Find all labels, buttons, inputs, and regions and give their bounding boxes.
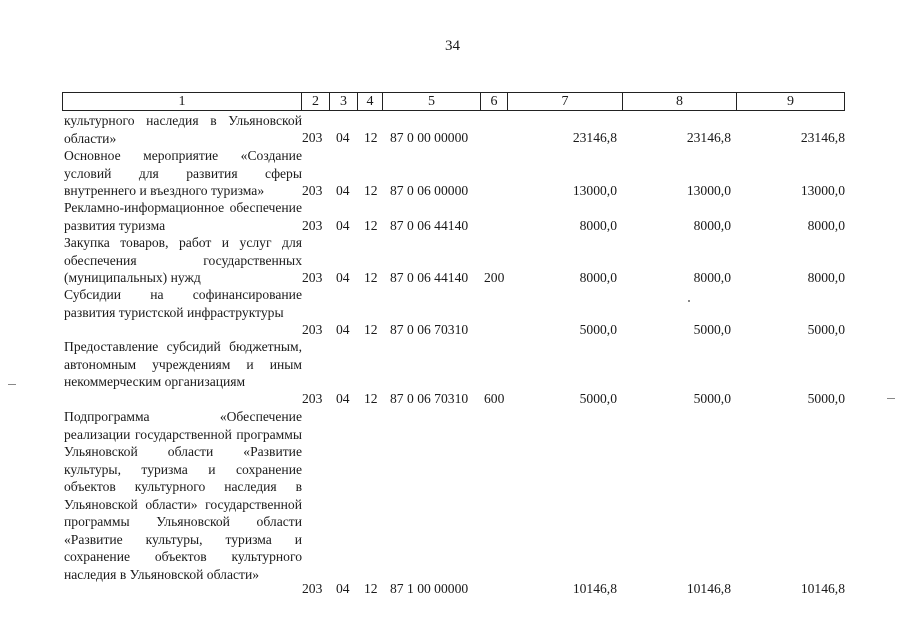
table-cell-col9: 10146,8 bbox=[800, 581, 845, 596]
table-cell-col2: 203 bbox=[302, 130, 323, 145]
header-col-4: 4 bbox=[357, 93, 382, 110]
table-cell-col7: 23146,8 bbox=[572, 130, 617, 145]
table-cell-col2: 203 bbox=[302, 391, 323, 406]
table-cell-col9: 8000,0 bbox=[807, 218, 845, 233]
table-cell-col6: 200 bbox=[484, 270, 505, 285]
table-cell-col2: 203 bbox=[302, 581, 323, 596]
header-col-2: 2 bbox=[301, 93, 329, 110]
table-cell-col7: 8000,0 bbox=[579, 218, 617, 233]
header-col-3: 3 bbox=[329, 93, 357, 110]
table-cell-col9: 13000,0 bbox=[800, 183, 845, 198]
table-cell-col5: 87 0 06 70310 bbox=[390, 322, 469, 337]
table-cell-col7: 5000,0 bbox=[579, 391, 617, 406]
table-cell-col8: 5000,0 bbox=[693, 391, 731, 406]
table-cell-col3: 04 bbox=[336, 218, 350, 233]
table-cell-col8: 13000,0 bbox=[686, 183, 731, 198]
table-cell-col5: 87 0 06 44140 bbox=[390, 270, 469, 285]
table-cell-col8: 5000,0 bbox=[693, 322, 731, 337]
table-cell-col5: 87 0 06 00000 bbox=[390, 183, 469, 198]
table-cell-col7: 13000,0 bbox=[572, 183, 617, 198]
table-cell-col2: 203 bbox=[302, 183, 323, 198]
table-cell-col3: 04 bbox=[336, 322, 350, 337]
table-row-description: Предоставление субсидий бюджетным, автономным учреждениям и иным некоммерческим организациям bbox=[64, 339, 302, 389]
table-cell-col4: 12 bbox=[364, 270, 378, 285]
table-cell-col5: 87 0 00 00000 bbox=[390, 130, 469, 145]
table-row-description: Субсидии на софинансирование развития туристской инфраструктуры bbox=[64, 287, 302, 320]
table-cell-col5: 87 0 06 70310 bbox=[390, 391, 469, 406]
table-cell-col2: 203 bbox=[302, 218, 323, 233]
header-col-5: 5 bbox=[382, 93, 480, 110]
table-cell-col2: 203 bbox=[302, 270, 323, 285]
table-row-description: Рекламно-информационное обеспечение развития туризма bbox=[64, 200, 302, 233]
page-number: 34 bbox=[445, 38, 460, 54]
header-col-7: 7 bbox=[507, 93, 622, 110]
table-cell-col3: 04 bbox=[336, 391, 350, 406]
table-row-description: Основное мероприятие «Создание условий для развития сферы внутреннего и въездного туризма» bbox=[64, 148, 302, 198]
header-col-9: 9 bbox=[736, 93, 844, 110]
header-col-1: 1 bbox=[178, 94, 186, 109]
header-col-6: 6 bbox=[480, 93, 507, 110]
table-row-description: Подпрограмма «Обеспечение реализации государственной программы Ульяновской области «Развитие культуры, туризма и сохранение объектов культурного наследия в Ульяновской области» государственной программы Ульяновской области «Развитие культуры, туризма и сохранение объектов культурного наследия в Ульяновской области» bbox=[64, 409, 302, 582]
table-cell-col9: 8000,0 bbox=[807, 270, 845, 285]
table-row-description: Закупка товаров, работ и услуг для обеспечения государственных (муниципальных) нужд bbox=[64, 235, 302, 285]
table-cell-col8: 8000,0 bbox=[693, 218, 731, 233]
table-cell-col9: 23146,8 bbox=[800, 130, 845, 145]
scan-mark bbox=[688, 300, 690, 302]
table-cell-col4: 12 bbox=[364, 218, 378, 233]
table-cell-col4: 12 bbox=[364, 130, 378, 145]
table-cell-col7: 10146,8 bbox=[572, 581, 617, 596]
table-cell-col8: 23146,8 bbox=[686, 130, 731, 145]
table-cell-col7: 8000,0 bbox=[579, 270, 617, 285]
table-cell-col4: 12 bbox=[364, 322, 378, 337]
table-cell-col4: 12 bbox=[364, 183, 378, 198]
table-cell-col7: 5000,0 bbox=[579, 322, 617, 337]
table-cell-col9: 5000,0 bbox=[807, 322, 845, 337]
table-cell-col3: 04 bbox=[336, 581, 350, 596]
table-cell-col5: 87 1 00 00000 bbox=[390, 581, 469, 596]
table-cell-col6: 600 bbox=[484, 391, 505, 406]
table-cell-col4: 12 bbox=[364, 581, 378, 596]
scan-mark bbox=[8, 384, 16, 385]
header-col-8: 8 bbox=[622, 93, 736, 110]
table-cell-col2: 203 bbox=[302, 322, 323, 337]
table-cell-col5: 87 0 06 44140 bbox=[390, 218, 469, 233]
table-cell-col3: 04 bbox=[336, 270, 350, 285]
table-cell-col3: 04 bbox=[336, 183, 350, 198]
table-cell-col4: 12 bbox=[364, 391, 378, 406]
table-cell-col8: 10146,8 bbox=[686, 581, 731, 596]
table-cell-col9: 5000,0 bbox=[807, 391, 845, 406]
table-header bbox=[62, 92, 845, 111]
table-cell-col8: 8000,0 bbox=[693, 270, 731, 285]
table-cell-col3: 04 bbox=[336, 130, 350, 145]
scan-mark bbox=[887, 398, 895, 399]
table-row-description: культурного наследия в Ульяновской области» bbox=[64, 113, 302, 146]
